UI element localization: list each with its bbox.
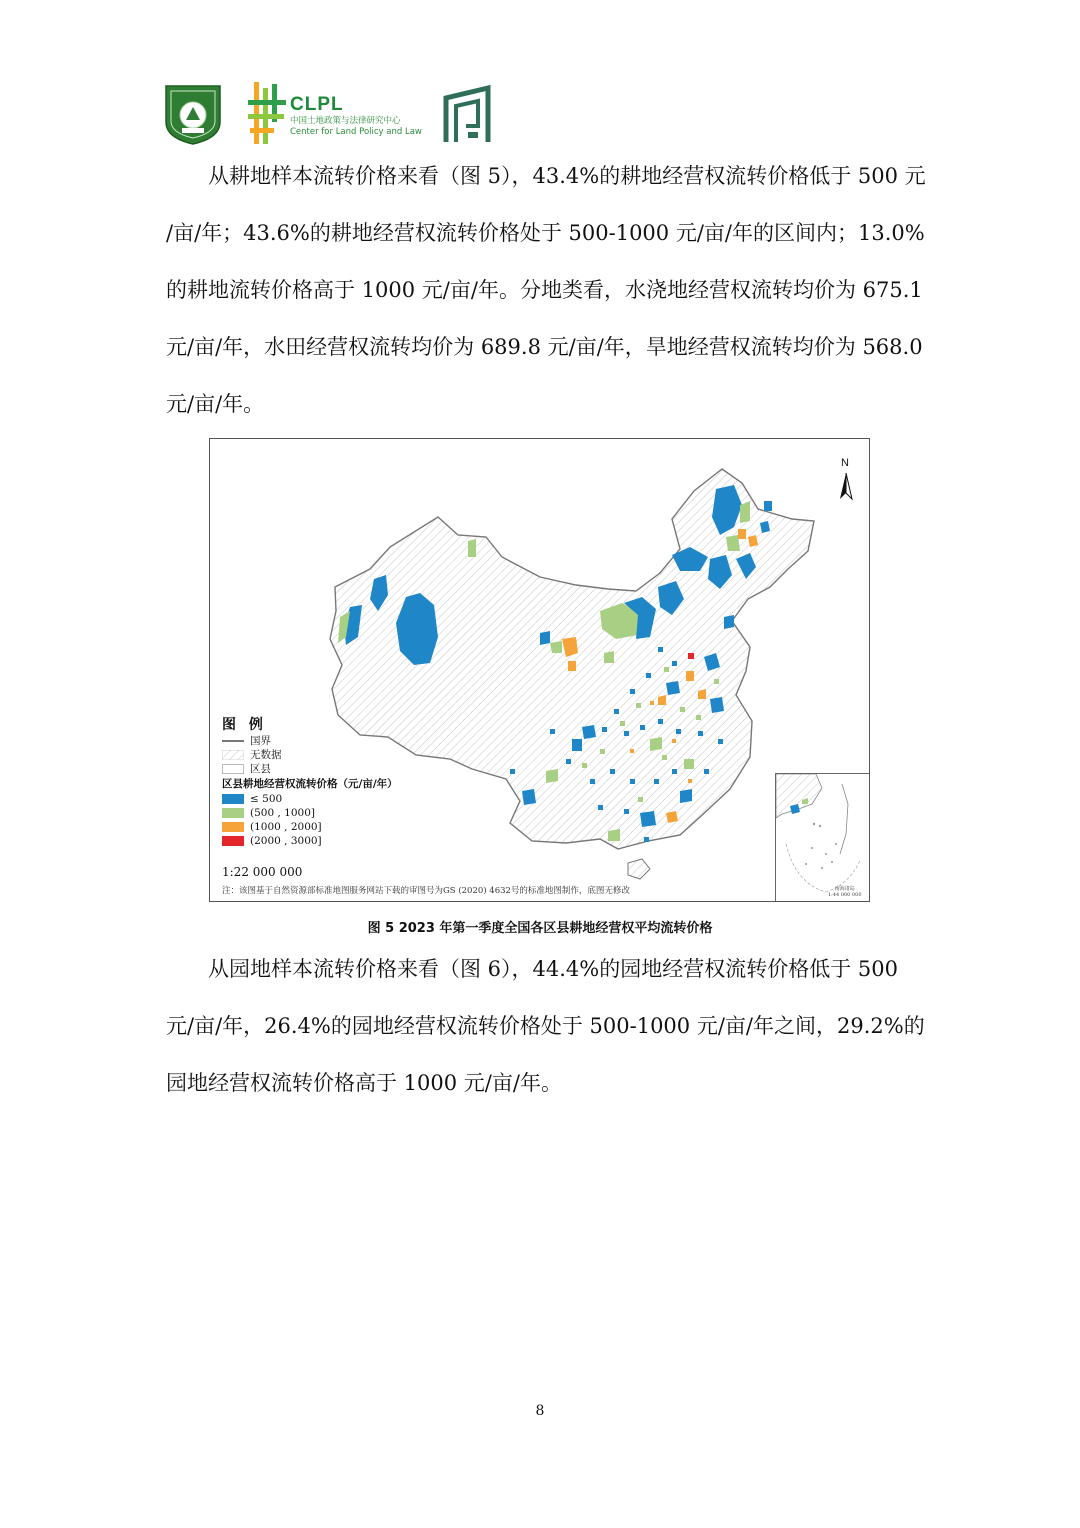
university-logo: [162, 82, 224, 146]
legend-label: (2000 , 3000]: [250, 834, 322, 847]
paragraph-garden-price: [166, 941, 925, 1112]
map-note: 注：该图基于自然资源部标准地图服务网站下载的审图号为GS (2020) 4632号的标准地图制作，底图无修改: [222, 886, 630, 896]
region-blue: [640, 811, 656, 827]
inset-scale: 1:44 000 000: [828, 892, 862, 898]
legend-label: 区县: [250, 762, 271, 775]
region-blue: [572, 739, 582, 751]
country-outline: [330, 469, 814, 849]
region-green: [604, 651, 614, 663]
text-line: /亩/年；43.6%的耕地经营权流转价格处于 500-1000 元/亩/年的区间内；13.0%: [166, 221, 925, 245]
clpl-cn-name: 中国土地政策与法律研究中心: [290, 116, 401, 126]
legend-class: [222, 792, 398, 806]
header-logos: [160, 78, 520, 148]
color-swatch: [222, 808, 244, 818]
legend-label: ≤ 500: [250, 792, 283, 805]
south-china-sea-inset: [775, 773, 870, 902]
text-line: 元/亩/年，水田经营权流转均价为 689.8 元/亩/年，旱地经营权流转均价为 568.0: [166, 335, 923, 359]
figure-map: [209, 438, 870, 902]
text-line: 的耕地流转价格高于 1000 元/亩/年。分地类看，水浇地经营权流转均价为 675.1: [166, 278, 923, 302]
inset-title: 南海诸岛: [834, 886, 855, 892]
region-blue: [540, 631, 550, 645]
legend-class: [222, 834, 398, 848]
clpl-brand-text: CLPL: [290, 94, 344, 115]
legend-class: [222, 820, 398, 834]
north-arrow-icon: [836, 457, 856, 501]
text-line: 元/亩/年，26.4%的园地经营权流转价格处于 500-1000 元/亩/年之间，29.2%的: [166, 1014, 925, 1038]
legend-price-title: 区县耕地经营权流转价格（元/亩/年）: [222, 778, 398, 790]
legend-title: 图 例: [222, 717, 267, 733]
legend-label: 国界: [250, 734, 271, 747]
figure-caption: 图 5 2023 年第一季度全国各区县耕地经营权平均流转价格: [367, 921, 713, 936]
legend-item-border: [222, 734, 398, 748]
region-orange: [738, 529, 746, 539]
map-scale: 1:22 000 000: [222, 865, 303, 879]
legend-class: [222, 806, 398, 820]
legend-item-district: [222, 762, 398, 776]
clpl-en-name: Center for Land Policy and Law: [290, 127, 422, 137]
color-swatch: [222, 822, 244, 832]
text-line: 从耕地样本流转价格来看（图 5），43.4%的耕地经营权流转价格低于 500 元: [208, 164, 926, 188]
inset-caption: [828, 886, 862, 898]
page-number: 8: [535, 1403, 545, 1419]
hatch-swatch-icon: [222, 750, 244, 760]
region-blue: [710, 697, 724, 713]
legend-label: 无数据: [250, 748, 282, 761]
region-blue: [724, 615, 734, 629]
region-orange: [686, 671, 694, 681]
region-orange: [568, 661, 576, 671]
color-swatch: [222, 836, 244, 846]
border-line-icon: [222, 740, 244, 742]
region-blue: [522, 789, 536, 805]
region-green: [608, 829, 620, 841]
region-blue: [582, 725, 596, 739]
region-green: [684, 759, 694, 769]
text-line: 元/亩/年。: [166, 392, 265, 416]
clpl-mark-icon: [246, 80, 290, 146]
region-red: [688, 653, 694, 659]
region-green: [550, 641, 562, 653]
region-blue: [764, 501, 772, 511]
clpl-logo: [246, 80, 426, 146]
region-green: [726, 535, 740, 551]
legend-item-nodata: [222, 748, 398, 762]
region-blue: [680, 789, 692, 803]
text-line: 从园地样本流转价格来看（图 6），44.4%的园地经营权流转价格低于 500: [208, 957, 899, 981]
text-line: 园地经营权流转价格高于 1000 元/亩/年。: [166, 1071, 562, 1095]
paragraph-farmland-price: [166, 148, 926, 433]
hainan-island: [628, 859, 650, 879]
region-orange: [666, 811, 678, 823]
institute-logo: [442, 84, 492, 144]
legend-label: (500 , 1000]: [250, 806, 315, 819]
region-green: [650, 737, 662, 751]
region-blue: [666, 681, 680, 695]
empty-swatch-icon: [222, 764, 244, 774]
map-legend: [222, 719, 398, 848]
inset-map: [776, 774, 869, 902]
color-swatch: [222, 794, 244, 804]
region-green: [546, 769, 558, 783]
north-label: N: [841, 457, 849, 469]
region-green: [468, 539, 476, 557]
north-arrow: [836, 457, 856, 501]
legend-label: (1000 , 2000]: [250, 820, 322, 833]
